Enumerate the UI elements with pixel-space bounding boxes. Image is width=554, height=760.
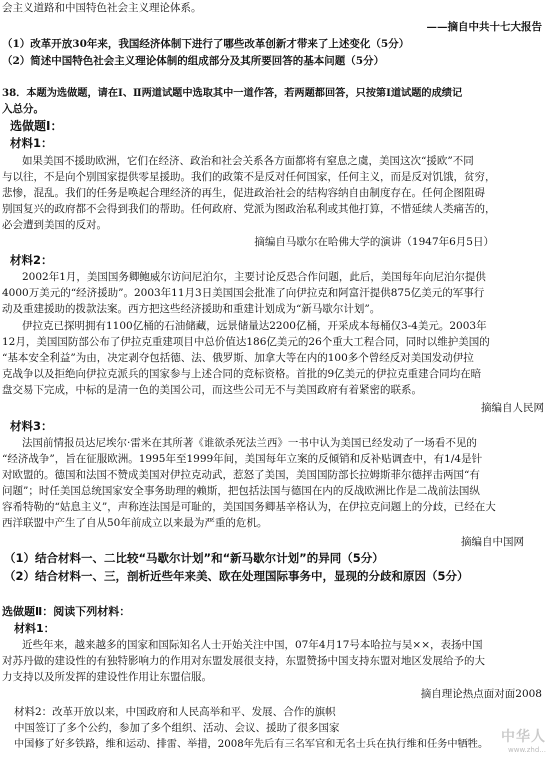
paragraph-line: 必会遭到美国的反对。 — [2, 219, 107, 231]
paragraph-line: “经济战争”，旨在征服欧洲。1995年至1999年间，美国每年立案的反倾销和反补贴调查中，有1/4是针 — [2, 453, 483, 465]
paragraph-line: 法国前情报员达尼埃尔·雷米在其所著《谁欲杀死法兰西》一书中认为美国已经发动了一场看不见的 — [22, 437, 477, 449]
paragraph-line: 盘交易下完成，中标的是清一色的美国公司，而这些公司无不与美国政府有着紧密的联系。 — [2, 384, 422, 396]
question-1: （1）结合材料一、二比较“马歇尔计划”和“新马歇尔计划”的异同（5分） — [4, 551, 384, 565]
source-citation: 摘编自马歇尔在哈佛大学的演讲（1947年6月5日） — [254, 236, 494, 248]
question-38-instruction-cont: 入总分。 — [2, 103, 44, 115]
source-citation: 摘编自中国网 — [461, 536, 524, 548]
section-heading-2-text: 选做题Ⅱ：阅读下列材料： — [2, 605, 131, 618]
paragraph-line: 西洋联盟中产生了自从50年前成立以来最为严重的危机。 — [2, 517, 268, 529]
paragraph-line: 克战争以及拒绝向伊拉克派兵的国家参与上述合同的竞标资格。首批的9亿美元的伊拉克重建合同均在暗 — [2, 368, 482, 380]
paragraph-line: 对欧盟的。德国和法国不赞成美国对伊拉克动武，惹怒了美国，美国国防部长拉姆斯菲尔德抨击两国“有 — [2, 469, 480, 481]
question-38-instruction: 38．本题为选做题，请在Ⅰ、Ⅱ两道试题中选取其中一道作答，若两题都回答，只按第Ⅰ道试题的成绩记 — [2, 87, 463, 99]
paragraph-line: 近些年来，越来越多的国家和国际知名人士开始关注中国，07年4月17号本哈拉与吴××，表扬中国 — [22, 639, 483, 651]
question-2: （2）简述中国特色社会主义理论体制的组成部分及其所要回答的基本问题（5分） — [2, 55, 385, 67]
source-citation: ——摘自中共十七大报告 — [426, 21, 542, 33]
question-2: （2）结合材料一、三，剖析近些年来美、欧在处理国际事务中，显现的分歧和原因（5分） — [4, 569, 469, 583]
material-heading: 材料3： — [10, 419, 53, 433]
watermark-url: www.zhd... — [508, 746, 546, 754]
question-1: （1）改革开放30年来，我国经济体制下进行了哪些改革创新才带来了上述变化（5分） — [2, 38, 410, 50]
paragraph-line: “基本安全利益”为由，决定剥夺包括德、法、俄罗斯、加拿大等在内的100多个曾经反对美国发动伊拉 — [2, 352, 474, 364]
paragraph-line: 对苏丹做的建设性的有独特影响力的作用对东盟发展很支持，东盟赞扬中国支持东盟对地区发展给予的大 — [2, 655, 485, 667]
paragraph-line: 与以往，不是向个别国家提供零星援助。我们的政策不是反对任何国家，任何主义，而是反对饥饿，贫穷， — [2, 171, 496, 183]
paragraph-line: 中国修了好多铁路，维和运动、排雷、举措，2008年先后有三名军官和无名士兵在执行维和任务中牺牲。 — [14, 739, 489, 750]
text-line: 会主义道路和中国特色社会主义理论体系。 — [2, 2, 202, 14]
paragraph-line: 动及重建援助的拨款法案。西方把这些经济援助和重建计划成为“新马歇尔计划”。 — [2, 303, 381, 315]
source-citation: 摘自理论热点面对面2008 — [420, 688, 542, 700]
material-heading: 材料2： — [10, 253, 53, 267]
material-heading: 材料1： — [10, 136, 53, 150]
paragraph-line: 4000万美元的“经济援助”。2003年11月3日美国国会批准了向伊拉克和阿富汗提供875亿美元的军事行 — [2, 287, 485, 299]
paragraph-line: 别国复兴的政府都不会得到我们的帮助。任何政府、党派为图政治私利或其他打算，不惜延续人类痛苦的， — [2, 203, 496, 215]
paragraph-line: 伊拉克已探明拥有1100亿桶的石油储藏，远景储量达2200亿桶，开采成本每桶仅3-4美元。2003年 — [22, 320, 487, 332]
paragraph-line: 问题”；时任美国总统国家安全事务助理的赖斯，把包括法国与德国在内的反战欧洲比作是二战前法国纵 — [2, 485, 480, 497]
section-heading-1: 选做题Ⅰ： — [10, 119, 63, 133]
material-heading: 材料1： — [14, 622, 55, 635]
paragraph-line: 2002年1月，美国国务卿鲍威尔访问尼泊尔，主要讨论反恐合作问题，此后，美国每年向尼泊尔提供 — [22, 271, 486, 283]
site-watermark — [501, 726, 546, 754]
watermark-text: 中华人 — [501, 729, 546, 745]
paragraph-line: 容希特勒的“姑息主义”，声称连法国是可耻的，美国国务卿基辛格认为，在伊拉克问题上的分歧，已经在大 — [2, 501, 496, 513]
material-2-line: 材料2：改革开放以来，中国政府和人民高举和平、发展、合作的旗帜 — [14, 706, 336, 718]
paragraph-line: 中国签订了多个公约，参加了多个组织、活动、会议、援助了很多国家 — [14, 722, 340, 734]
section-heading-2 — [2, 605, 130, 619]
paragraph-line: 如果美国不援助欧洲，它们在经济、政治和社会关系各方面都将有窒息之虞，美国这次“援欧”不同 — [22, 155, 474, 167]
paragraph-line: 力支持以及所发挥的建设性作用让东盟信服。 — [2, 671, 212, 683]
paragraph-line: 悲惨，混乱。我们的任务是唤起合理经济的再生，促进政治社会的结构容纳自由制度存在。任何企图阻碍 — [2, 187, 485, 199]
source-citation: 摘编自人民网 — [481, 402, 544, 414]
paragraph-line: 12月，美国国防部公布了伊拉克重建项目中总价值达186亿美元的26个重大工程合同，同时以维护美国的 — [2, 336, 490, 348]
